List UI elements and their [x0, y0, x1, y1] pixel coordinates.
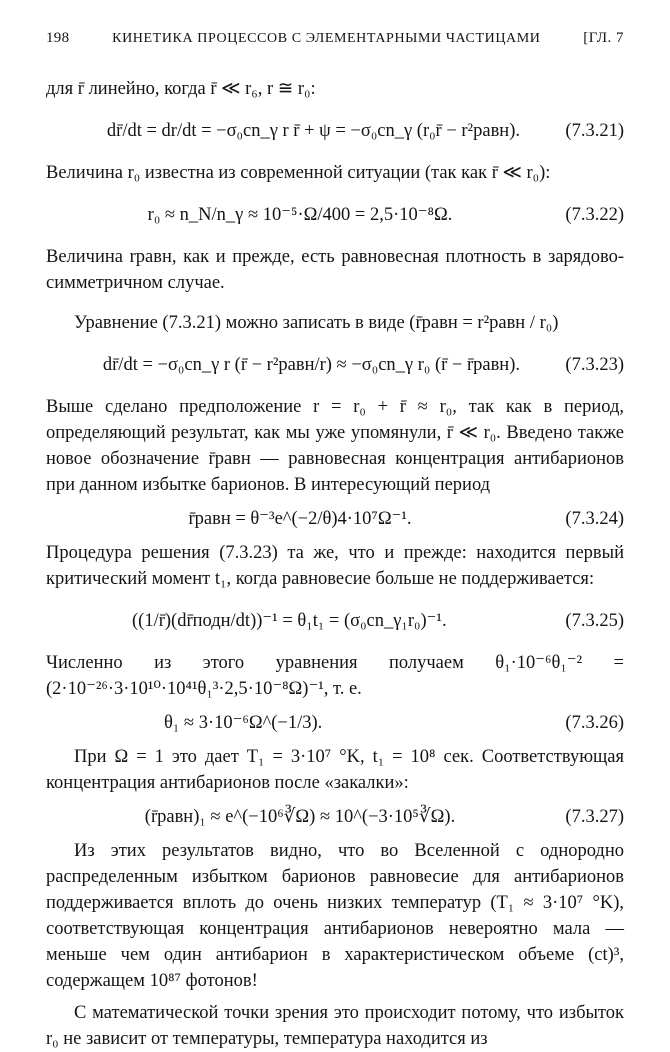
equation-7-3-27	[46, 802, 624, 832]
paragraph-9: Из этих результатов видно, что во Вселенной с однородно распределенным избытком барионов равновесие для антибарионов поддерживается вплоть до очень низких температур (T₁ ≈ 3·10⁷ °K), соответствующая концентрация антибарионов невероятно мала — меньше чем один антибарион в характеристическом объеме (ct)³, содержащем 10⁸⁷ фотонов!	[46, 841, 624, 991]
equation-number: (7.3.22)	[565, 204, 624, 225]
equation-body: θ₁ ≈ 3·10⁻⁶Ω^(−1/3).	[164, 713, 323, 733]
paragraph-4: Уравнение (7.3.21) можно записать в виде (r̄равн = r²равн / r₀)	[74, 313, 559, 333]
chapter-label: [ГЛ. 7	[583, 30, 624, 46]
equation-body: (r̄равн)₁ ≈ e^(−10⁶∛Ω) ≈ 10^(−3·10⁵∛Ω).	[144, 807, 456, 827]
equation-number: (7.3.23)	[565, 354, 624, 375]
equation-number: (7.3.21)	[565, 120, 624, 141]
equation-body: r₀ ≈ n_N/n_γ ≈ 10⁻⁵·Ω/400 = 2,5·10⁻⁸Ω.	[147, 205, 453, 225]
equation-number: (7.3.26)	[565, 712, 624, 733]
equation-7-3-26	[46, 708, 624, 738]
equation-7-3-25	[46, 598, 624, 644]
page-number: 198	[46, 30, 70, 46]
equation-body: r̄равн = θ⁻³e^(−2/θ)4·10⁷Ω⁻¹.	[188, 509, 412, 529]
equation-number: (7.3.25)	[565, 610, 624, 631]
equation-body: dr̄/dt = −σ₀cn_γ r (r̄ − r²равн/r) ≈ −σ₀cn_γ r₀ (r̄ − r̄равн).	[102, 354, 520, 375]
equation-body: ((1/r̄)(dr̄подн/dt))⁻¹ = θ₁t₁ = (σ₀cn_γ₁r₀)⁻¹.	[132, 611, 447, 631]
equation-number: (7.3.27)	[565, 806, 624, 827]
equation-7-3-22	[46, 192, 624, 238]
equation-7-3-21	[46, 108, 624, 154]
equation-number: (7.3.24)	[565, 508, 624, 529]
paragraph-7: Численно из этого уравнения получаем θ₁·10⁻⁶θ₁⁻² = (2·10⁻²⁶·3·10¹⁰·10⁴¹θ₁³·2,5·10⁻⁸Ω)⁻¹, т. е.	[46, 653, 624, 699]
equation-7-3-23	[46, 342, 624, 388]
paragraph-5: Выше сделано предположение r = r₀ + r̄ ≈ r₀, так как в период, определяющий результат, как мы уже упомянули, r̄ ≪ r₀. Введено также новое обозначение r̄равн — равновесная концентрация антибарионов при данном избытке барионов. В интересующий период	[46, 397, 624, 495]
paragraph-8: При Ω = 1 это дает T₁ = 3·10⁷ °K, t₁ = 10⁸ сек. Соответствующая концентрация антибарионов после «закалки»:	[46, 747, 624, 793]
paragraph-1: для r̄ линейно, когда r̄ ≪ r₆, r ≅ r₀:	[46, 79, 316, 99]
paragraph-2: Величина r₀ известна из современной ситуации (так как r̄ ≪ r₀):	[46, 163, 551, 183]
paragraph-6: Процедура решения (7.3.23) та же, что и прежде: находится первый критический момент t₁, когда равновесие больше не поддерживается:	[46, 543, 624, 589]
running-title: КИНЕТИКА ПРОЦЕССОВ С ЭЛЕМЕНТАРНЫМИ ЧАСТИЦАМИ	[112, 31, 541, 46]
paragraph-10: С математической точки зрения это происходит потому, что избыток r₀ не зависит от температуры, температура находится из	[46, 1003, 624, 1049]
running-header	[46, 30, 624, 56]
equation-7-3-24	[46, 504, 624, 534]
paragraph-3: Величина rравн, как и прежде, есть равновесная плотность в зарядово-симметричном случае.	[46, 247, 624, 293]
equation-body: dr̄/dt = dr/dt = −σ₀cn_γ r r̄ + ψ = −σ₀cn_γ (r₀r̄ − r²равн).	[106, 120, 520, 141]
